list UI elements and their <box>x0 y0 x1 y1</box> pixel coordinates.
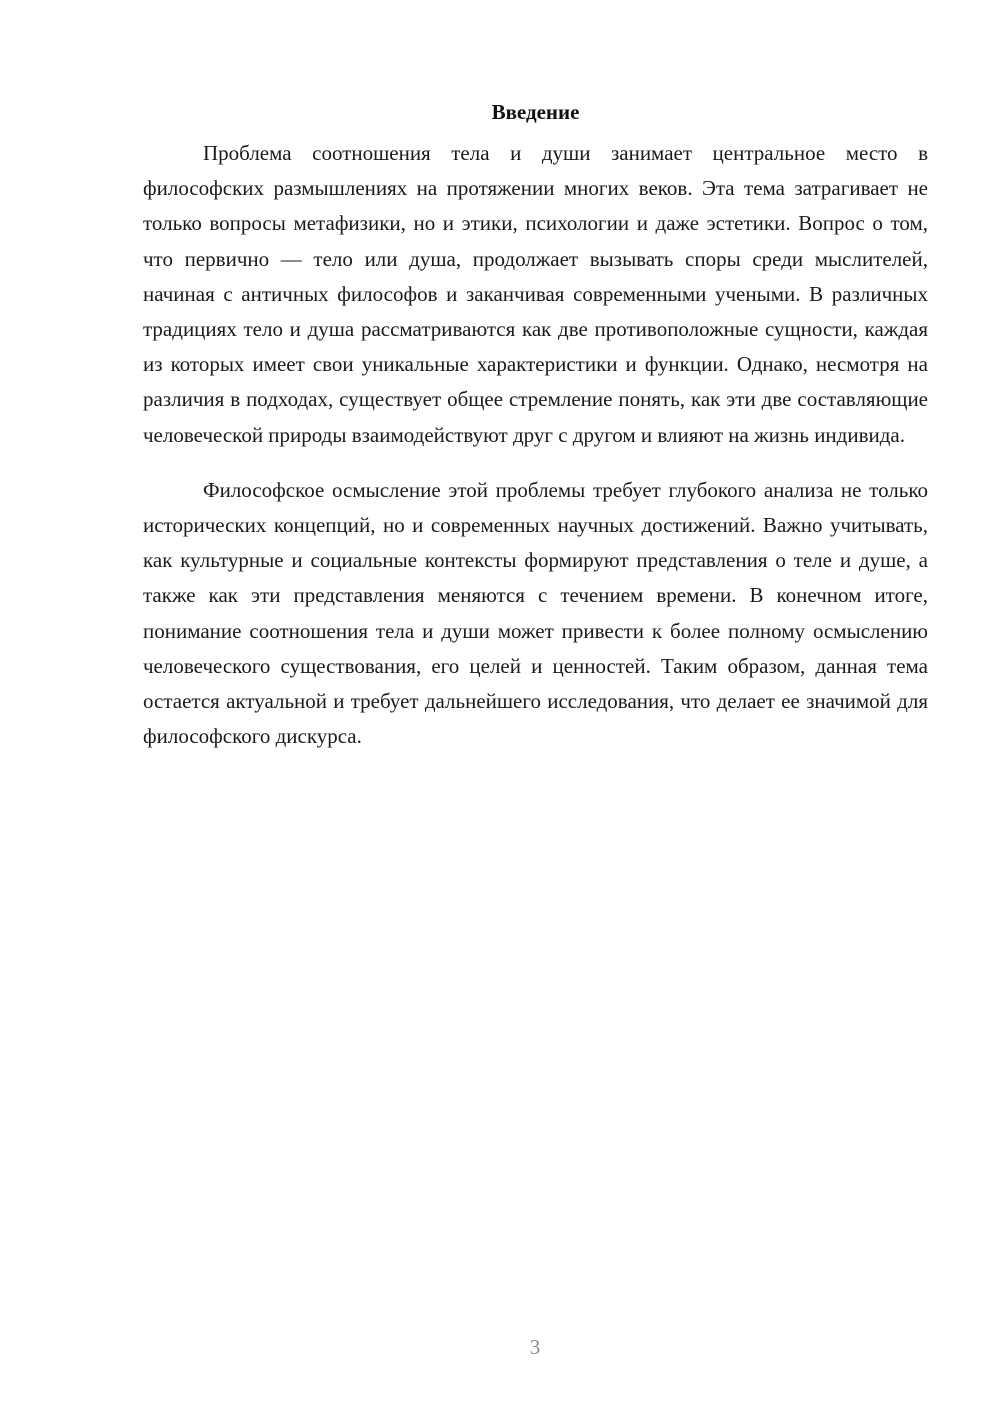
paragraph-1: Проблема соотношения тела и души занимает центральное место в философских размышлениях на протяжении многих веков. Эта тема затрагивает не только вопросы метафизики, но и этики, психологии и даже эстетики. Вопрос о том, что первично — тело или душа, продолжает вызывать споры среди мыслителей, начиная с античных философов и заканчивая современными учеными. В различных традициях тело и душа рассматриваются как две противоположные сущности, каждая из которых имеет свои уникальные характеристики и функции. Однако, несмотря на различия в подходах, существует общее стремление понять, как эти две составляющие человеческой природы взаимодействуют друг с другом и влияют на жизнь индивида. <box>143 141 928 447</box>
page-number: 3 <box>529 1335 541 1359</box>
paragraph-2: Философское осмысление этой проблемы требует глубокого анализа не только исторических концепций, но и современных научных достижений. Важно учитывать, как культурные и социальные контексты формируют представления о теле и душе, а также как эти представления меняются с течением времени. В конечном итоге, понимание соотношения тела и души может привести к более полному осмыслению человеческого существования, его целей и ценностей. Таким образом, данная тема остается актуальной и требует дальнейшего исследования, что делает ее значимой для философского дискурса. <box>143 477 928 749</box>
section-heading: Введение <box>491 100 580 124</box>
page-content <box>143 96 928 754</box>
